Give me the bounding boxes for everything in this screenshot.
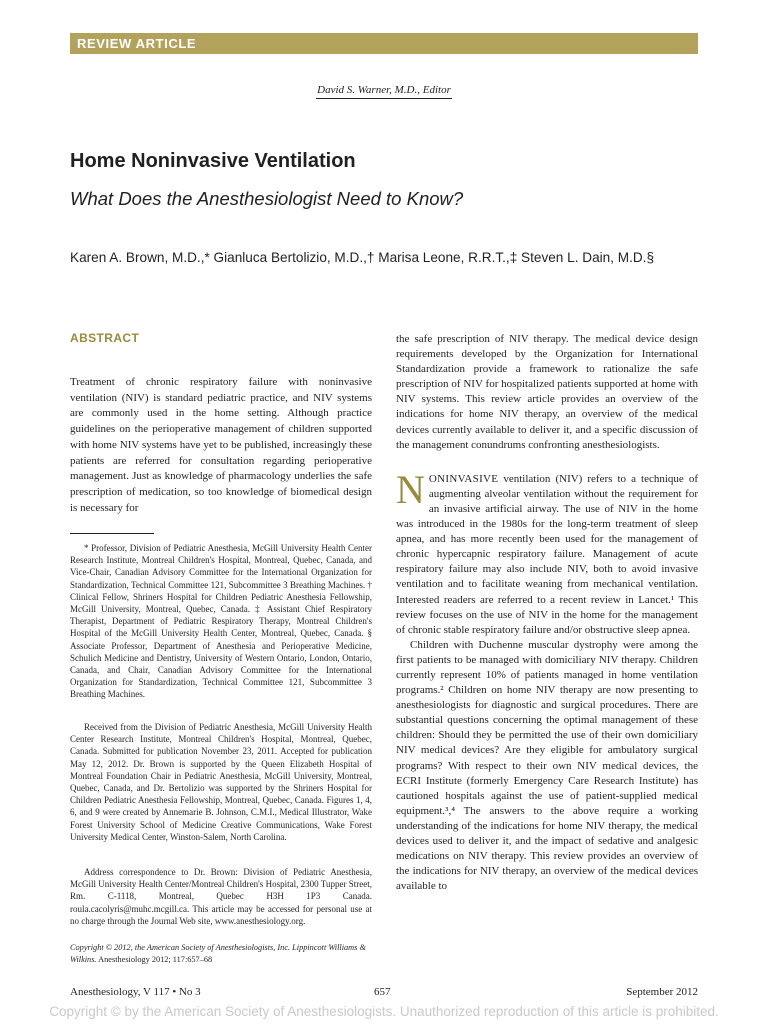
footnote-affiliations: * Professor, Division of Pediatric Anesthesia, McGill University Health Center Research Institute, Montreal Children's Hospital, Montreal, Quebec, Canada, and Vice-Chair, Canadian Advisory Committee for the International Organization for Standardization, Technical Committee 121, Subcommittee 3 Breathing Machines. † Clinical Fellow, Shriners Hospital for Children Pediatric Anesthesia Fellowship, McGill University, Montreal, Quebec, Canada. ‡ Assistant Chief Respiratory Therapist, Department of Pediatric Respiratory Therapy, Montreal Children's Hospital of the McGill University Health Center, Montreal, Quebec, Canada. § Associate Professor, Department of Anesthesia and Perioperative Medicine, Schulich Medicine and Dentistry, University of Western Ontario, London, Ontario, Canada, and Chair, Canadian Advisory Committee for the International Organization for Standardization, Technical Committee 121, Subcommittee 3 Breathing Machines. <box>70 543 372 700</box>
citation: Anesthesiology 2012; 117:657–68 <box>98 954 213 964</box>
copyright-holder: Copyright © 2012, the American Society of Anesthesiologists, Inc. Lippincott Williams & Wilkins. <box>70 943 366 964</box>
footnote-correspondence: Address correspondence to Dr. Brown: Division of Pediatric Anesthesia, McGill University Health Center/Montreal Children's Hospital, 2300 Tupper Street, Rm. C-1118, Montreal, Quebec H3H 1P3 Canada. roula.cacolyris@muhc.mcgill.ca. This article may be accessed for personal use at no charge through the Journal Web site, www.anesthesiology.org. <box>70 867 372 926</box>
copyright-watermark: Copyright © by the American Society of Anesthesiologists. Unauthorized reproduction of this article is prohibited. <box>49 1004 719 1019</box>
intro-text: ventilation (NIV) refers to a technique of augmenting alveolar ventilation without the requirement for an invasive artificial airway. The use of NIV in the home was introduced in the 1980s for the long-term treatment of sleep apnea, and has more recently been used for the management of chronic hypercapnic respiratory failure. Management of acute respiratory failure may also include NIV, both to avoid invasive ventilation and to facilitate weaning from mechanical ventilation. Interested readers are referred to a recent review in Lancet.¹ This review focuses on the use of NIV in the home for the management of chronic stable respiratory failure and/or obstructive sleep apnea. <box>396 472 698 636</box>
body-paragraph: Children with Duchenne muscular dystrophy were among the first patients to be managed with domiciliary NIV therapy. Children currently represent 10% of patients managed in home ventilation programs.² Children on home NIV therapy are now presenting to anesthesiologists for diagnostic and surgical procedures. There are substantial questions concerning the optimal management of these children: Should they be permitted the use of their own domiciliary NIV medical devices? Are they eligible for ambulatory surgical programs? With respect to their own NIV medical devices, the ECRI Institute (formerly Emergency Care Research Institute) has cautioned hospitals against the use of patient-supplied medical equipment.³,⁴ The answers to the above require a working understanding of the indications for home NIV therapy, the medical devices used to deliver it, and the impact of sedative and analgesic medications on NIV therapy. This review provides an overview of the indications for NIV therapy, an overview of the medical devices available to <box>396 638 698 893</box>
page-number: 657 <box>374 986 391 998</box>
journal-issue: Anesthesiology, V 117 • No 3 <box>70 986 201 998</box>
copyright-notice <box>70 942 372 965</box>
issue-date: September 2012 <box>626 986 698 998</box>
abstract-continuation: the safe prescription of NIV therapy. The medical device design requirements developed by the Organization for International Standardization provide a framework to rationalize the safe prescription of NIV for hospitalized patients supported at home with NIV systems. This review article provides an overview of the indications for home NIV therapy, an overview of the medical devices currently available to deliver it, and a specific discussion of the management conundrums confronting anesthesiologists. <box>396 333 698 451</box>
article-subtitle: What Does the Anesthesiologist Need to Know? <box>70 188 464 209</box>
footnote-divider <box>70 533 154 534</box>
abstract-heading: ABSTRACT <box>70 331 140 345</box>
abstract-body: Treatment of chronic respiratory failure with noninvasive ventilation (NIV) is standard pediatric practice, and NIV systems are commonly used in the home setting. Although practice guidelines on the perioperative management of children supported with home NIV systems have yet to be published, increasingly these patients are referred for consultation regarding perioperative management. Just as knowledge of pharmacology underlies the safe prescription of medication, so too knowledge of biomedical design is necessary for <box>70 376 372 514</box>
article-title: Home Noninvasive Ventilation <box>70 150 356 172</box>
lead-word: ONINVASIVE <box>428 472 499 485</box>
footnote-received: Received from the Division of Pediatric Anesthesia, McGill University Health Center Research Institute, Montreal Children's Hospital, Montreal, Quebec, Canada. Submitted for publication November 23, 2011. Accepted for publication May 12, 2012. Dr. Brown is supported by the Queen Elizabeth Hospital of Montreal Foundation Chair in Pediatric Anesthesia, McGill University, Montreal, Quebec, Canada, and Dr. Bertolizio was supported by the Shriners Hospital for Children Pediatric Anesthesia Fellowship, Montreal, Quebec, Canada. Figures 1, 4, 6, and 9 were created by Annemarie B. Johnson, C.M.I., Medical Illustrator, Wake Forest University School of Medicine Creative Communications, Wake Forest University Medical Center, Winston-Salem, North Carolina. <box>70 722 372 842</box>
intro-paragraph <box>396 466 698 638</box>
drop-cap: N <box>396 466 425 512</box>
editor-name: David S. Warner, M.D., Editor <box>316 84 452 99</box>
right-column <box>396 332 698 894</box>
editor-line <box>70 84 698 96</box>
article-type-banner: REVIEW ARTICLE <box>70 33 698 54</box>
author-list: Karen A. Brown, M.D.,* Gianluca Bertolizio, M.D.,† Marisa Leone, R.R.T.,‡ Steven L. Dain, M.D.§ <box>70 250 655 265</box>
